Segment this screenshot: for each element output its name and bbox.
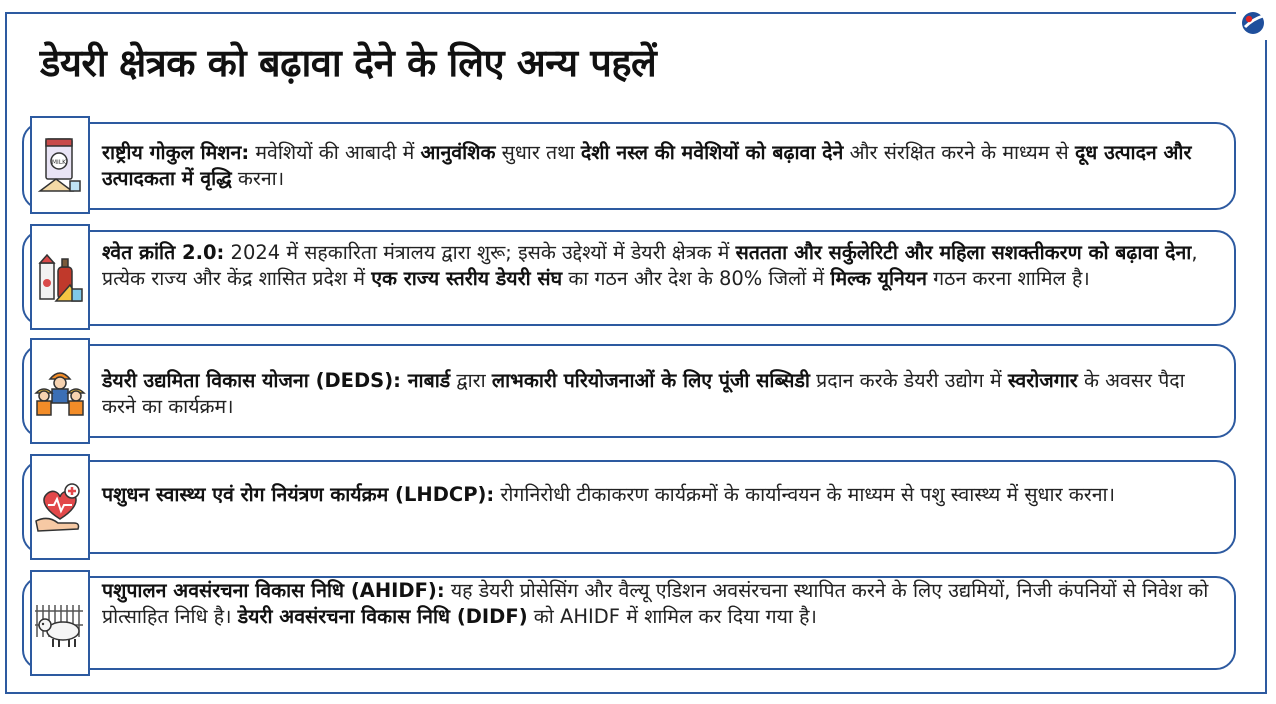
body-text: यह डेयरी प्रोसेसिंग और वैल्यू एडिशन अवसंरचना स्थापित करने के लिए उद्यमियों, निजी कंपनियों से निवेश को प्रोत्साहित निधि है।	[102, 579, 1209, 628]
initiative-icon-box	[30, 224, 90, 330]
body-text: करना।	[231, 167, 285, 190]
body-text: मवेशियों की आबादी में	[249, 141, 421, 164]
initiative-icon-box	[30, 570, 90, 676]
body-text: और संरक्षित करने के माध्यम से	[843, 141, 1075, 164]
body-text: द्वारा	[450, 369, 492, 392]
body-text: का गठन और देश के 80% जिलों में	[562, 267, 831, 290]
highlight-text: दूध उत्पादन और उत्पादकता में वृद्धि	[102, 141, 1192, 190]
initiative-text	[102, 240, 1222, 292]
body-text: प्रदान करके डेयरी उद्योग में	[809, 369, 1008, 392]
body-text: सुधार तथा	[495, 141, 581, 164]
cow-icon	[33, 597, 87, 649]
body-text: रोगनिरोधी टीकाकरण कार्यक्रमों के कार्यान्वयन के माध्यम से पशु स्वास्थ्य में सुधार करना।	[494, 483, 1115, 506]
health-care-icon	[34, 481, 86, 533]
page-title: डेयरी क्षेत्रक को बढ़ावा देने के लिए अन्य पहलें	[40, 41, 657, 85]
highlight-text: एक राज्य स्तरीय डेयरी संघ	[371, 267, 563, 290]
highlight-text: डेयरी उद्यमिता विकास योजना (DEDS): नाबार्ड	[102, 369, 451, 392]
highlight-text: आनुवंशिक	[420, 141, 496, 164]
initiative-icon-box	[30, 338, 90, 444]
highlight-text: लाभकारी परियोजनाओं के लिए पूंजी सब्सिडी	[491, 369, 810, 392]
initiative-text	[102, 140, 1222, 192]
brand-logo	[1236, 6, 1270, 40]
initiative-icon-box	[30, 454, 90, 560]
highlight-text: मिल्क यूनियन	[830, 267, 927, 290]
initiative-text	[102, 368, 1222, 420]
highlight-text: श्वेत क्रांति 2.0:	[102, 241, 225, 264]
svg-text:MILK: MILK	[51, 159, 67, 166]
highlight-text: स्वरोजगार	[1007, 369, 1078, 392]
highlight-text: देशी नस्ल की मवेशियों को बढ़ावा देने	[580, 141, 844, 164]
body-text: 2024 में सहकारिता मंत्रालय द्वारा शुरू; इसके उद्देश्यों में डेयरी क्षेत्रक में	[224, 241, 736, 264]
body-text: गठन करना शामिल है।	[926, 267, 1090, 290]
body-text: के अवसर पैदा करने का कार्यक्रम।	[102, 369, 1185, 418]
initiative-text	[102, 482, 1222, 508]
highlight-text: सततता और सर्कुलेरिटी और महिला सशक्तीकरण को बढ़ावा देना	[735, 241, 1192, 264]
initiative-icon-box	[30, 116, 90, 214]
highlight-text: डेयरी अवसंरचना विकास निधि (DIDF)	[237, 605, 528, 628]
body-text: को AHIDF में शामिल कर दिया गया है।	[527, 605, 817, 628]
body-text: , प्रत्येक राज्य और केंद्र शासित प्रदेश में	[102, 241, 1198, 290]
milk-icon	[36, 135, 84, 195]
initiative-text	[102, 578, 1222, 630]
highlight-text: पशुपालन अवसंरचना विकास निधि (AHIDF):	[102, 579, 445, 602]
dairy-products-icon	[36, 249, 84, 305]
workers-icon	[34, 365, 86, 417]
highlight-text: राष्ट्रीय गोकुल मिशन:	[102, 141, 250, 164]
highlight-text: पशुधन स्वास्थ्य एवं रोग नियंत्रण कार्यक्रम (LHDCP):	[102, 483, 495, 506]
